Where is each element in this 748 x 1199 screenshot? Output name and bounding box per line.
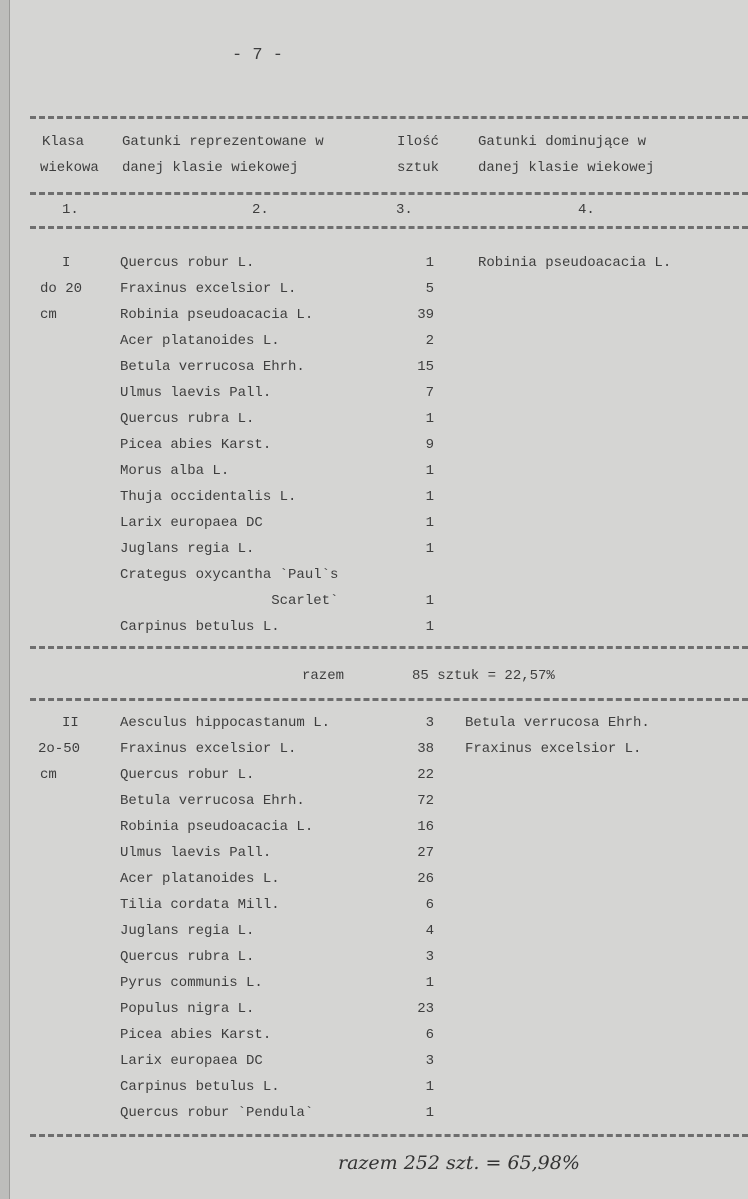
species-count: 3: [425, 1053, 434, 1069]
species-count: 1: [425, 1105, 434, 1121]
species-count: 15: [417, 359, 434, 375]
species-name: Fraxinus excelsior L.: [120, 281, 297, 297]
col-number-2: 2.: [252, 202, 269, 218]
species-name: Quercus robur L.: [120, 767, 255, 783]
species-count: 27: [417, 845, 434, 861]
page-edge: [0, 0, 10, 1199]
species-count: 1: [425, 593, 434, 609]
header-class-1: Klasa: [42, 134, 85, 150]
rule: [30, 646, 748, 649]
handwritten-total: razem 252 szt. = 65,98%: [338, 1152, 580, 1174]
col-number-3: 3.: [396, 202, 413, 218]
species-name: Populus nigra L.: [120, 1001, 255, 1017]
species-name: Robinia pseudoacacia L.: [120, 819, 314, 835]
class-label: do 20: [40, 281, 83, 297]
header-dominant-1: Gatunki dominujące w: [478, 134, 647, 150]
rule: [30, 698, 748, 701]
species-count: 1: [425, 489, 434, 505]
dominant-species: Robinia pseudoacacia L.: [478, 255, 672, 271]
species-name: Quercus robur L.: [120, 255, 255, 271]
species-name: Betula verrucosa Ehrh.: [120, 359, 305, 375]
species-count: 1: [425, 1079, 434, 1095]
species-count: 23: [417, 1001, 434, 1017]
species-name: Scarlet`: [120, 593, 339, 609]
species-name: Robinia pseudoacacia L.: [120, 307, 314, 323]
species-name: Juglans regia L.: [120, 923, 255, 939]
class-label: I: [62, 255, 71, 271]
total-label: razem: [302, 668, 345, 684]
species-name: Fraxinus excelsior L.: [120, 741, 297, 757]
species-name: Tilia cordata Mill.: [120, 897, 280, 913]
species-count: 1: [425, 541, 434, 557]
total-value: 85 sztuk = 22,57%: [412, 668, 555, 684]
species-name: Thuja occidentalis L.: [120, 489, 297, 505]
species-count: 38: [417, 741, 434, 757]
species-count: 3: [425, 949, 434, 965]
species-name: Crategus oxycantha `Paul`s: [120, 567, 339, 583]
dominant-species: Fraxinus excelsior L.: [465, 741, 642, 757]
rule: [30, 226, 748, 229]
header-count-2: sztuk: [397, 160, 440, 176]
species-count: 1: [425, 255, 434, 271]
species-count: 1: [425, 463, 434, 479]
species-count: 22: [417, 767, 434, 783]
species-count: 5: [425, 281, 434, 297]
rule: [30, 1134, 748, 1137]
species-count: 6: [425, 1027, 434, 1043]
species-count: 9: [425, 437, 434, 453]
species-name: Picea abies Karst.: [120, 1027, 272, 1043]
species-name: Pyrus communis L.: [120, 975, 263, 991]
header-species-2: danej klasie wiekowej: [122, 160, 299, 176]
species-name: Aesculus hippocastanum L.: [120, 715, 331, 731]
header-dominant-2: danej klasie wiekowej: [478, 160, 655, 176]
species-name: Picea abies Karst.: [120, 437, 272, 453]
species-count: 16: [417, 819, 434, 835]
species-count: 6: [425, 897, 434, 913]
species-name: Carpinus betulus L.: [120, 619, 280, 635]
page-number: - 7 -: [232, 46, 284, 65]
class-label: cm: [40, 767, 57, 783]
rule: [30, 192, 748, 195]
header-class-2: wiekowa: [40, 160, 99, 176]
header-count-1: Ilość: [397, 134, 440, 150]
species-count: 26: [417, 871, 434, 887]
species-count: 1: [425, 975, 434, 991]
species-count: 72: [417, 793, 434, 809]
species-count: 7: [425, 385, 434, 401]
species-name: Larix europaea DC: [120, 515, 263, 531]
col-number-4: 4.: [578, 202, 595, 218]
species-name: Carpinus betulus L.: [120, 1079, 280, 1095]
species-count: 3: [425, 715, 434, 731]
species-name: Acer platanoides L.: [120, 333, 280, 349]
species-count: 1: [425, 515, 434, 531]
species-name: Betula verrucosa Ehrh.: [120, 793, 305, 809]
class-label: II: [62, 715, 79, 731]
species-name: Quercus rubra L.: [120, 411, 255, 427]
species-name: Larix europaea DC: [120, 1053, 263, 1069]
species-name: Ulmus laevis Pall.: [120, 845, 272, 861]
col-number-1: 1.: [62, 202, 79, 218]
species-count: 1: [425, 619, 434, 635]
class-label: 2o-50: [38, 741, 81, 757]
species-count: 2: [425, 333, 434, 349]
species-name: Acer platanoides L.: [120, 871, 280, 887]
species-name: Juglans regia L.: [120, 541, 255, 557]
rule: [30, 116, 748, 119]
species-count: 1: [425, 411, 434, 427]
species-name: Quercus robur `Pendula`: [120, 1105, 314, 1121]
class-label: cm: [40, 307, 57, 323]
species-name: Ulmus laevis Pall.: [120, 385, 272, 401]
species-name: Quercus rubra L.: [120, 949, 255, 965]
dominant-species: Betula verrucosa Ehrh.: [465, 715, 650, 731]
species-count: 4: [425, 923, 434, 939]
species-name: Morus alba L.: [120, 463, 230, 479]
header-species-1: Gatunki reprezentowane w: [122, 134, 324, 150]
species-count: 39: [417, 307, 434, 323]
